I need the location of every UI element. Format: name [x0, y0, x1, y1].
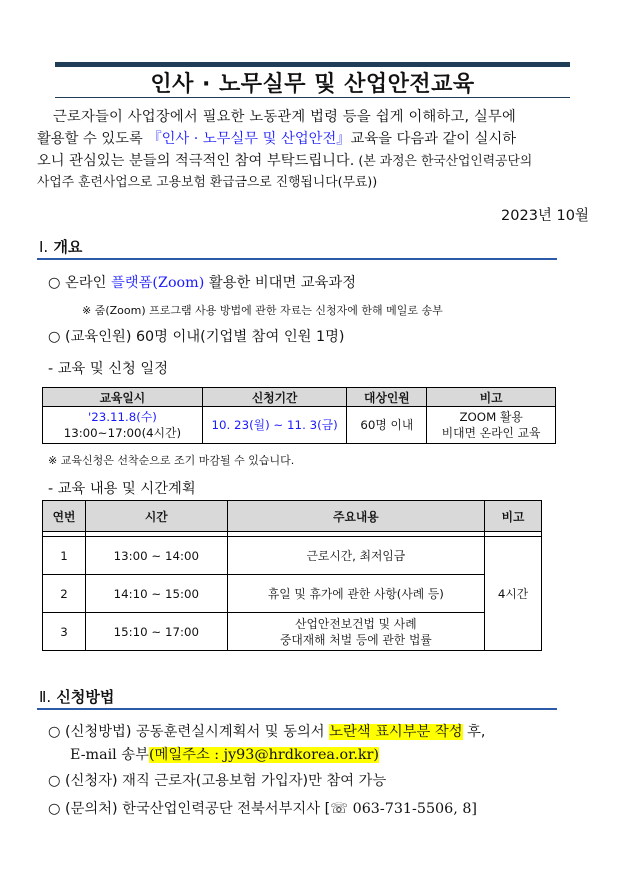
- plan-content: 휴일 및 휴가에 관한 사항(사례 등): [227, 575, 484, 613]
- plan-subheading: - 교육 내용 및 시간계획: [48, 481, 196, 497]
- schedule-row: [43, 407, 556, 444]
- applicant-bullet: ○ (신청자) 재직 근로자(고용보험 가입자)만 참여 가능: [48, 773, 387, 789]
- title-box: [55, 62, 570, 98]
- edu-date: '23.11.8(수): [87, 410, 157, 424]
- intro-line-3-b: (본 과정은 한국산업인력공단의: [354, 154, 533, 169]
- plan-content: 근로시간, 최저임금: [227, 537, 484, 575]
- plan-header-row: [43, 501, 542, 532]
- section-2-number: Ⅱ.: [39, 688, 52, 706]
- intro-line-3: [37, 150, 590, 173]
- plan-time: 15:10 ~ 17:00: [85, 613, 227, 651]
- plan-header-cell: 시간: [85, 501, 227, 532]
- apply-period-cell: 10. 23(월) ~ 11. 3(금): [202, 407, 347, 444]
- section-2-title: 신청방법: [56, 688, 115, 706]
- plan-row: [43, 575, 542, 613]
- section-1-label-wrap: [39, 236, 82, 257]
- remark-cell: [427, 407, 556, 444]
- zoom-note: ※ 줌(Zoom) 프로그램 사용 방법에 관한 자료는 신청자에 한해 메일로 송부: [82, 304, 443, 317]
- overview-bullet-online: [48, 272, 356, 292]
- yellow-highlight-note: 노란색 표시부분 작성: [329, 724, 463, 740]
- plan-header-cell: 주요내용: [227, 501, 484, 532]
- section-2-heading: [37, 688, 557, 710]
- intro-line-3-a: 오니 관심있는 분들의 적극적인 참여 부탁드립니다.: [37, 153, 355, 169]
- plan-remark: 4시간: [485, 537, 542, 651]
- contact-a: ○ (문의처) 한국산업인력공단 전북서부지사 [: [48, 801, 331, 817]
- plan-no: 1: [43, 537, 86, 575]
- plan-table: [42, 500, 542, 651]
- plan-content-line-1: 산업안전보건법 및 사례: [295, 616, 417, 631]
- schedule-table: [42, 387, 556, 444]
- overview-bullet-online-c: 활용한 비대면 교육과정: [204, 275, 357, 291]
- schedule-header-cell: 교육일시: [43, 388, 203, 407]
- plan-content: [227, 613, 484, 651]
- schedule-header-cell: 비고: [427, 388, 556, 407]
- email-address[interactable]: (메일주소 : jy93@hrdkorea.or.kr): [148, 747, 379, 763]
- intro-line-2-c: 교육을 다음과 같이 실시하: [350, 131, 517, 147]
- plan-time: 14:10 ~ 15:00: [85, 575, 227, 613]
- schedule-subheading: - 교육 및 신청 일정: [48, 361, 169, 377]
- target-cell: 60명 이내: [347, 407, 427, 444]
- edu-time: 13:00~17:00(4시간): [63, 426, 182, 440]
- document-date: 2023년 10월: [501, 208, 589, 224]
- apply-method-b: 후,: [462, 724, 486, 740]
- section-1-number: Ⅰ.: [39, 238, 49, 256]
- section-1-heading: [37, 238, 557, 260]
- platform-zoom: 플랫폼(Zoom): [111, 275, 205, 291]
- intro-line-1: 근로자들이 사업장에서 필요한 노동관계 법령 등을 쉽게 이해하고, 실무에: [53, 109, 517, 125]
- page-title: 인사 · 노무실무 및 산업안전교육: [150, 71, 475, 97]
- plan-row: [43, 613, 542, 651]
- intro-line-4: 사업주 훈련사업으로 고용보험 환급금으로 진행됩니다(무료)): [37, 175, 378, 190]
- plan-no: 2: [43, 575, 86, 613]
- first-come-note: ※ 교육신청은 선착순으로 조기 마감될 수 있습니다.: [48, 454, 295, 467]
- email-line: [70, 744, 379, 764]
- apply-method-bullet: [48, 721, 485, 741]
- edu-datetime-cell: [43, 407, 203, 444]
- intro-line-2-a: 활용할 수 있도록: [37, 131, 148, 147]
- email-send-label: E-mail 송부: [70, 747, 149, 763]
- remark-line-1: ZOOM 활용: [459, 410, 523, 424]
- plan-header-cell: 연번: [43, 501, 86, 532]
- remark-line-2: 비대면 온라인 교육: [441, 426, 541, 440]
- plan-time: 13:00 ~ 14:00: [85, 537, 227, 575]
- overview-bullet-capacity: ○ (교육인원) 60명 이내(기업별 참여 인원 1명): [48, 329, 345, 345]
- section-2-label-wrap: [39, 686, 114, 707]
- plan-row: [43, 537, 542, 575]
- intro-line-2: [37, 128, 590, 150]
- plan-no: 3: [43, 613, 86, 651]
- schedule-header-cell: 대상인원: [347, 388, 427, 407]
- schedule-header-cell: 신청기간: [202, 388, 347, 407]
- plan-content-line-2: 중대재해 처벌 등에 관한 법률: [279, 632, 432, 647]
- plan-header-cell: 비고: [485, 501, 542, 532]
- contact-phone: 063-731-5506, 8]: [348, 801, 477, 817]
- apply-method-a: ○ (신청방법) 공동훈련실시계획서 및 동의서: [48, 724, 330, 740]
- contact-bullet: [48, 798, 477, 818]
- schedule-header-row: [43, 388, 556, 407]
- overview-bullet-online-a: ○ 온라인: [48, 275, 111, 291]
- course-name: 『인사 · 노무실무 및 산업안전』: [147, 131, 351, 147]
- phone-icon: ☏: [330, 801, 349, 817]
- section-1-title: 개요: [53, 238, 83, 256]
